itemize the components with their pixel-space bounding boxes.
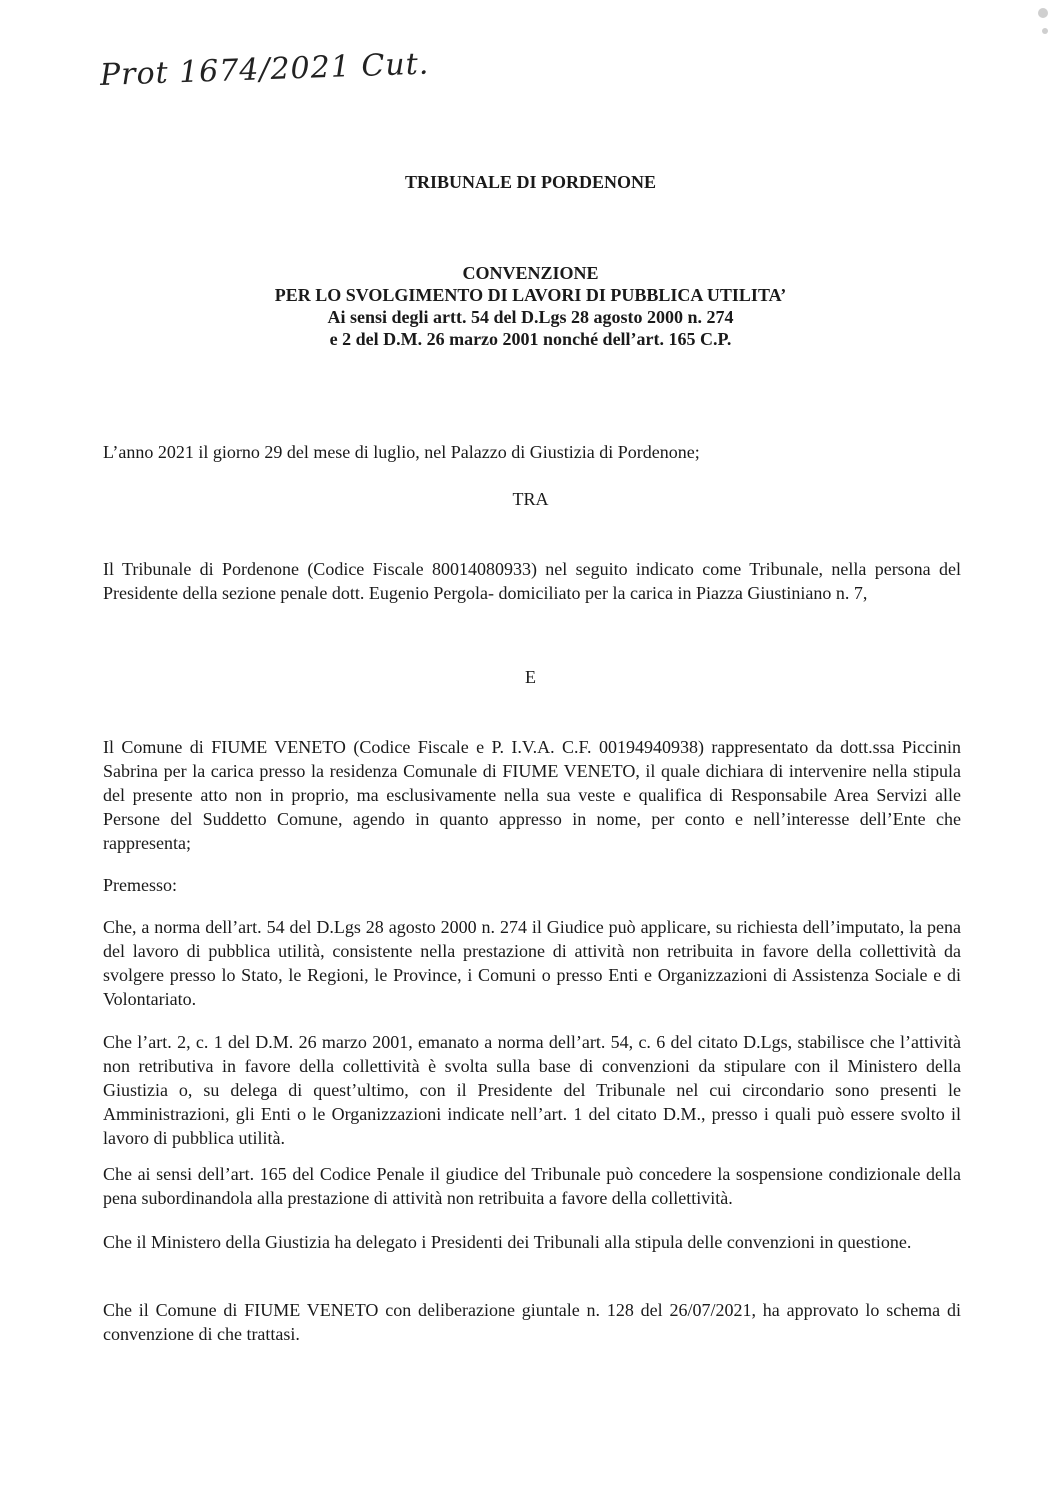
heading-line-4: e 2 del D.M. 26 marzo 2001 nonché dell’art. 165 C.P. [329, 329, 732, 349]
premise-paragraph: Che l’art. 2, c. 1 del D.M. 26 marzo 2001, emanato a norma dell’art. 54, c. 6 del citato D.Lgs, stabilisce che l’attività non retributiva in favore della collettività è svolta sulla base di convenzioni da stipulare con il Ministero della Giustizia o, su delega di quest’ultimo, con il Presidente del Tribunale nel cui circondario sono presenti le Amministrazioni, gli Enti o le Organizzazioni indicate nell’art. 1 del citato D.M., presso i quali può essere svolto il lavoro di pubblica utilità. [103, 1032, 961, 1148]
court-title: TRIBUNALE DI PORDENONE [404, 172, 657, 192]
scan-speck [1038, 8, 1048, 18]
party-tribunal: Il Tribunale di Pordenone (Codice Fiscale 80014080933) nel seguito indicato come Tribunale, nella persona del Presidente della sezione penale dott. Eugenio Pergola- domiciliato per la carica in Piazza Giustiniano n. 7, [103, 559, 961, 603]
handwritten-protocol-note: Prot 1674/2021 Cut. [99, 46, 430, 93]
party-comune: Il Comune di FIUME VENETO (Codice Fiscale e P. I.V.A. C.F. 00194940938) rappresentato da dott.ssa Piccinin Sabrina per la carica presso la residenza Comunale di FIUME VENETO, il quale dichiara di intervenire nella stipula del presente atto non in proprio, ma esclusivamente nella sua veste e qualifica di Responsabile Area Servizi alle Persone del Suddetto Comune, agendo in quanto appresso in nome, per conto e nell’interesse dell’Ente che rappresenta; [103, 737, 961, 853]
premesso-label: Premesso: [103, 875, 177, 895]
convention-heading [0, 262, 1061, 350]
premise-paragraph: Che il Ministero della Giustizia ha delegato i Presidenti dei Tribunali alla stipula delle convenzioni in questione. [103, 1232, 912, 1252]
heading-line-3: Ai sensi degli artt. 54 del D.Lgs 28 agosto 2000 n. 274 [327, 307, 734, 327]
heading-line-2: PER LO SVOLGIMENTO DI LAVORI DI PUBBLICA UTILITA’ [274, 285, 787, 305]
scan-speck [1042, 28, 1048, 34]
premise-paragraph: Che ai sensi dell’art. 165 del Codice Penale il giudice del Tribunale può concedere la sospensione condizionale della pena subordinandola alla prestazione di attività non retribuita a favore della collettività. [103, 1164, 961, 1208]
heading-line-1: CONVENZIONE [462, 263, 599, 283]
premise-paragraph: Che, a norma dell’art. 54 del D.Lgs 28 agosto 2000 n. 274 il Giudice può applicare, su richiesta dell’imputato, la pena del lavoro di pubblica utilità, consistente nella prestazione di attività non retribuita in favore della collettività da svolgere presso lo Stato, le Regioni, le Province, i Comuni o presso Enti e Organizzazioni di Assistenza Sociale e di Volontariato. [103, 917, 961, 1009]
date-line: L’anno 2021 il giorno 29 del mese di luglio, nel Palazzo di Giustizia di Pordenone; [103, 442, 700, 462]
premise-paragraph: Che il Comune di FIUME VENETO con deliberazione giuntale n. 128 del 26/07/2021, ha approvato lo schema di convenzione di che trattasi. [103, 1300, 961, 1344]
between-label: TRA [512, 489, 549, 509]
and-label: E [525, 667, 536, 687]
